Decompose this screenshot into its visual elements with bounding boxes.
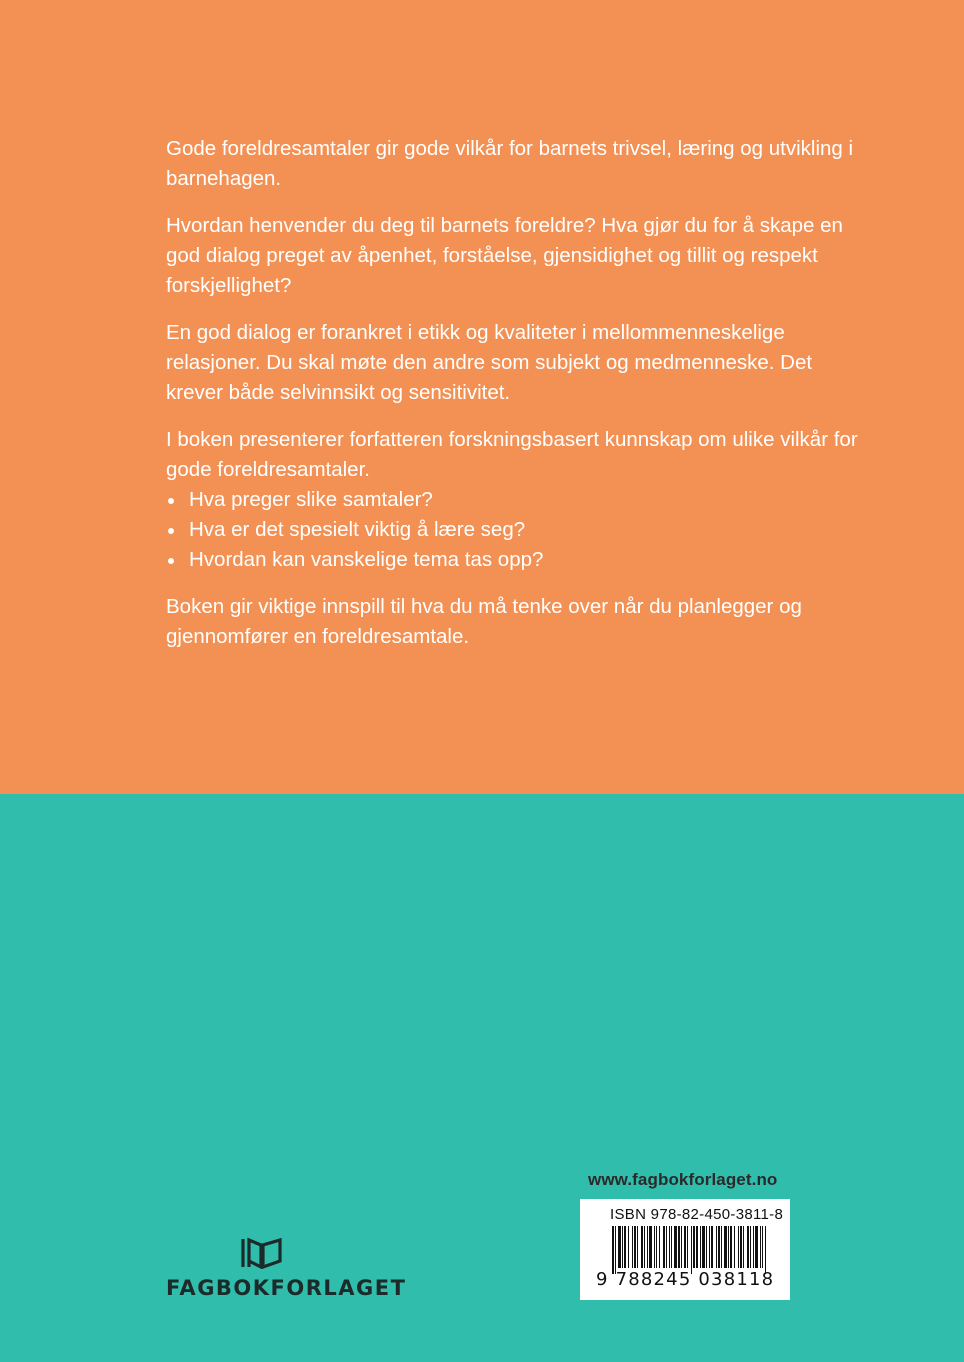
- barcode-bar: [647, 1226, 648, 1268]
- list-item-text: Hva preger slike samtaler?: [189, 488, 433, 511]
- list-item-text: Hvordan kan vanskelige tema tas opp?: [189, 548, 544, 571]
- barcode-bar: [740, 1226, 742, 1268]
- barcode-bar: [743, 1226, 744, 1268]
- isbn-label: ISBN 978-82-450-3811-8: [610, 1206, 784, 1223]
- barcode-bar: [711, 1226, 713, 1268]
- barcode-bar: [678, 1226, 680, 1268]
- barcode-bar: [649, 1226, 652, 1268]
- list-item: [166, 485, 866, 515]
- bottom-panel: [0, 794, 964, 1362]
- blurb-paragraph-2: Hvordan henvender du deg til barnets foreldre? Hva gjør du for å skape en god dialog preget av åpenhet, forståelse, gjensidighet og tillit og respekt forskjellighet?: [166, 214, 843, 297]
- barcode-bar: [666, 1226, 667, 1268]
- blurb-paragraph-5: Boken gir viktige innspill til hva du må tenke over når du planlegger og gjennomfører en foreldresamtale.: [166, 595, 802, 648]
- barcode-bar: [762, 1226, 763, 1268]
- bullet-icon: [168, 498, 174, 504]
- list-item: [166, 545, 866, 575]
- barcode-bar: [681, 1226, 682, 1268]
- blurb-paragraph-4: I boken presenterer forfatteren forskningsbasert kunnskap om ulike vilkår for gode foreldresamtaler.: [166, 428, 858, 481]
- barcode-bar: [693, 1226, 695, 1268]
- barcode-bar: [615, 1226, 616, 1274]
- publisher-website[interactable]: www.fagbokforlaget.no: [588, 1170, 778, 1189]
- bullet-icon: [168, 558, 174, 564]
- barcode-bar: [730, 1226, 732, 1268]
- barcode-bar: [734, 1226, 735, 1268]
- barcode-bar: [622, 1226, 623, 1268]
- barcode-bar: [684, 1226, 686, 1268]
- list-item-text: Hva er det spesielt viktig å lære seg?: [189, 518, 526, 541]
- list-item: [166, 515, 866, 545]
- barcode-bar: [669, 1226, 670, 1268]
- barcode-bar: [706, 1226, 707, 1268]
- barcode-bar: [618, 1226, 621, 1268]
- barcode-bar: [718, 1226, 720, 1268]
- barcode-bar: [721, 1226, 722, 1268]
- bullet-icon: [168, 528, 174, 534]
- blurb-paragraph-1: Gode foreldresamtaler gir gode vilkår for barnets trivsel, læring og utvikling i barnehagen.: [166, 137, 854, 190]
- barcode-bar: [644, 1226, 645, 1268]
- barcode-bar: [702, 1226, 705, 1268]
- barcode-bar: [637, 1226, 638, 1268]
- barcode-bar: [624, 1226, 626, 1268]
- barcode-bar: [687, 1226, 688, 1268]
- barcode-bar: [671, 1226, 672, 1268]
- barcode-bar: [755, 1226, 758, 1268]
- barcode-bar: [728, 1226, 729, 1268]
- barcode-bar: [632, 1226, 633, 1268]
- barcode-bar: [700, 1226, 701, 1268]
- barcode-bar: [724, 1226, 727, 1268]
- question-list: [166, 485, 866, 575]
- publisher-name: FAGBOKFORLAGET: [166, 1276, 407, 1300]
- barcode-bar: [738, 1226, 739, 1268]
- barcode-bar: [656, 1226, 657, 1268]
- barcode-bar: [747, 1226, 749, 1268]
- blurb-paragraph-3: En god dialog er forankret i etikk og kvaliteter i mellommenneskelige relasjoner. Du skal møte den andre som subjekt og medmenneske. Det krever både selvinnsikt og sensitivitet.: [166, 321, 813, 404]
- barcode-bar: [628, 1226, 629, 1268]
- back-cover-blurb: [166, 134, 866, 669]
- barcode-bar: [641, 1226, 643, 1268]
- barcode-bar: [753, 1226, 754, 1268]
- barcode-bar: [654, 1226, 655, 1268]
- barcode-bar: [674, 1226, 677, 1268]
- barcode-bar: [765, 1226, 766, 1274]
- barcode-box: [580, 1199, 790, 1300]
- barcode-bar: [709, 1226, 710, 1268]
- barcode-bar: [612, 1226, 614, 1274]
- barcode-bar: [634, 1226, 636, 1268]
- open-book-icon: [241, 1237, 283, 1269]
- barcode-bar: [696, 1226, 698, 1268]
- barcode-bar: [716, 1226, 717, 1268]
- barcode-bar: [691, 1226, 692, 1274]
- barcode-bar: [663, 1226, 665, 1268]
- barcode-bar: [750, 1226, 751, 1268]
- barcode-bar: [659, 1226, 660, 1268]
- barcode-bar: [760, 1226, 761, 1268]
- barcode-digits: 9 788245 038118: [596, 1269, 775, 1290]
